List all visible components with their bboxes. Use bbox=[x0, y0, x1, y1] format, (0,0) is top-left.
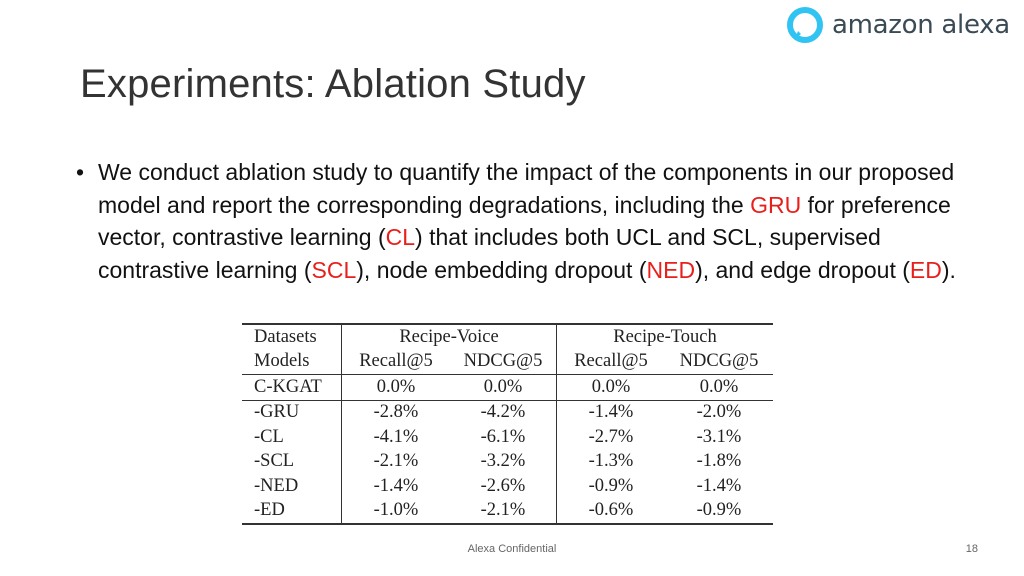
highlight-ned: NED bbox=[646, 256, 696, 283]
metric-header: Recall@5 bbox=[557, 350, 666, 375]
model-name: C-KGAT bbox=[242, 375, 342, 401]
table-cell: -2.1% bbox=[450, 499, 557, 525]
table-cell: -1.3% bbox=[588, 451, 634, 472]
recipe-touch-header: Recipe-Touch bbox=[557, 324, 774, 350]
metric-header: NDCG@5 bbox=[665, 350, 773, 375]
models-header: Models bbox=[242, 350, 342, 375]
table-header-row bbox=[242, 324, 773, 350]
table-cell: 0.0% bbox=[557, 375, 666, 401]
highlight-cl: CL bbox=[385, 224, 416, 250]
highlight-gru: GRU bbox=[750, 191, 802, 218]
recipe-voice-header: Recipe-Voice bbox=[342, 324, 557, 350]
table-cell: -0.9% bbox=[665, 499, 773, 525]
text-segment: ). bbox=[941, 256, 956, 283]
table-cell: -3.2% bbox=[450, 450, 557, 475]
table-cell: -1.8% bbox=[696, 451, 742, 472]
text-segment: for preference vector, contrastive learning ( bbox=[98, 191, 951, 250]
bullet-icon: • bbox=[76, 159, 85, 185]
model-name: -NED bbox=[242, 474, 342, 499]
table-cell: -1.4% bbox=[696, 475, 742, 496]
table-cell: -1.0% bbox=[342, 499, 451, 525]
table-cell: -0.9% bbox=[588, 475, 634, 496]
table-cell: -4.2% bbox=[450, 400, 557, 425]
amazon-alexa-logo bbox=[786, 6, 1010, 44]
text-segment: ) that includes both UCL and SCL, supervised contrastive learning ( bbox=[98, 224, 881, 283]
table-cell: -2.6% bbox=[450, 474, 557, 499]
table-cell: -1.4% bbox=[588, 402, 634, 423]
bullet-paragraph bbox=[76, 156, 956, 286]
model-name: -ED bbox=[242, 499, 342, 525]
table-row bbox=[242, 425, 773, 450]
metric-header: Recall@5 bbox=[342, 350, 451, 375]
ablation-table bbox=[242, 323, 773, 525]
table-cell: -2.1% bbox=[373, 451, 419, 472]
model-name: -GRU bbox=[242, 400, 342, 425]
text-segment: ), and edge dropout ( bbox=[695, 256, 910, 283]
metric-header: NDCG@5 bbox=[450, 350, 557, 375]
highlight-scl: SCL bbox=[311, 256, 357, 283]
footer-confidential: Alexa Confidential bbox=[467, 543, 557, 555]
datasets-header: Datasets bbox=[242, 324, 342, 350]
table-cell: -2.7% bbox=[588, 426, 634, 447]
table-cell: 0.0% bbox=[450, 375, 557, 401]
table-cell: -2.8% bbox=[373, 402, 419, 423]
table-cell: -0.6% bbox=[557, 499, 666, 525]
table-row bbox=[242, 375, 773, 401]
text-segment: We conduct ablation study to quantify the impact of the components in our proposed model and report the corresponding degradations, including the bbox=[98, 159, 955, 218]
alexa-ring-icon bbox=[786, 6, 824, 44]
page-number: 18 bbox=[965, 543, 978, 555]
model-name: -SCL bbox=[242, 450, 342, 475]
model-name: -CL bbox=[242, 425, 342, 450]
table-row bbox=[242, 450, 773, 475]
table-cell: -6.1% bbox=[450, 425, 557, 450]
table-row bbox=[242, 474, 773, 499]
table-cell: -1.4% bbox=[373, 475, 419, 496]
table-cell: 0.0% bbox=[342, 375, 451, 401]
table-row bbox=[242, 400, 773, 425]
slide-title: Experiments: Ablation Study bbox=[80, 62, 586, 106]
table-row bbox=[242, 499, 773, 525]
bullet-text bbox=[98, 156, 956, 286]
logo-text: amazon alexa bbox=[832, 10, 1010, 40]
table-cell: -4.1% bbox=[373, 426, 419, 447]
text-segment: ), node embedding dropout ( bbox=[356, 256, 647, 283]
table-metric-row bbox=[242, 350, 773, 375]
table-cell: 0.0% bbox=[665, 375, 773, 401]
highlight-ed: ED bbox=[909, 256, 942, 283]
table-cell: -2.0% bbox=[696, 402, 742, 423]
table-cell: -3.1% bbox=[696, 426, 742, 447]
